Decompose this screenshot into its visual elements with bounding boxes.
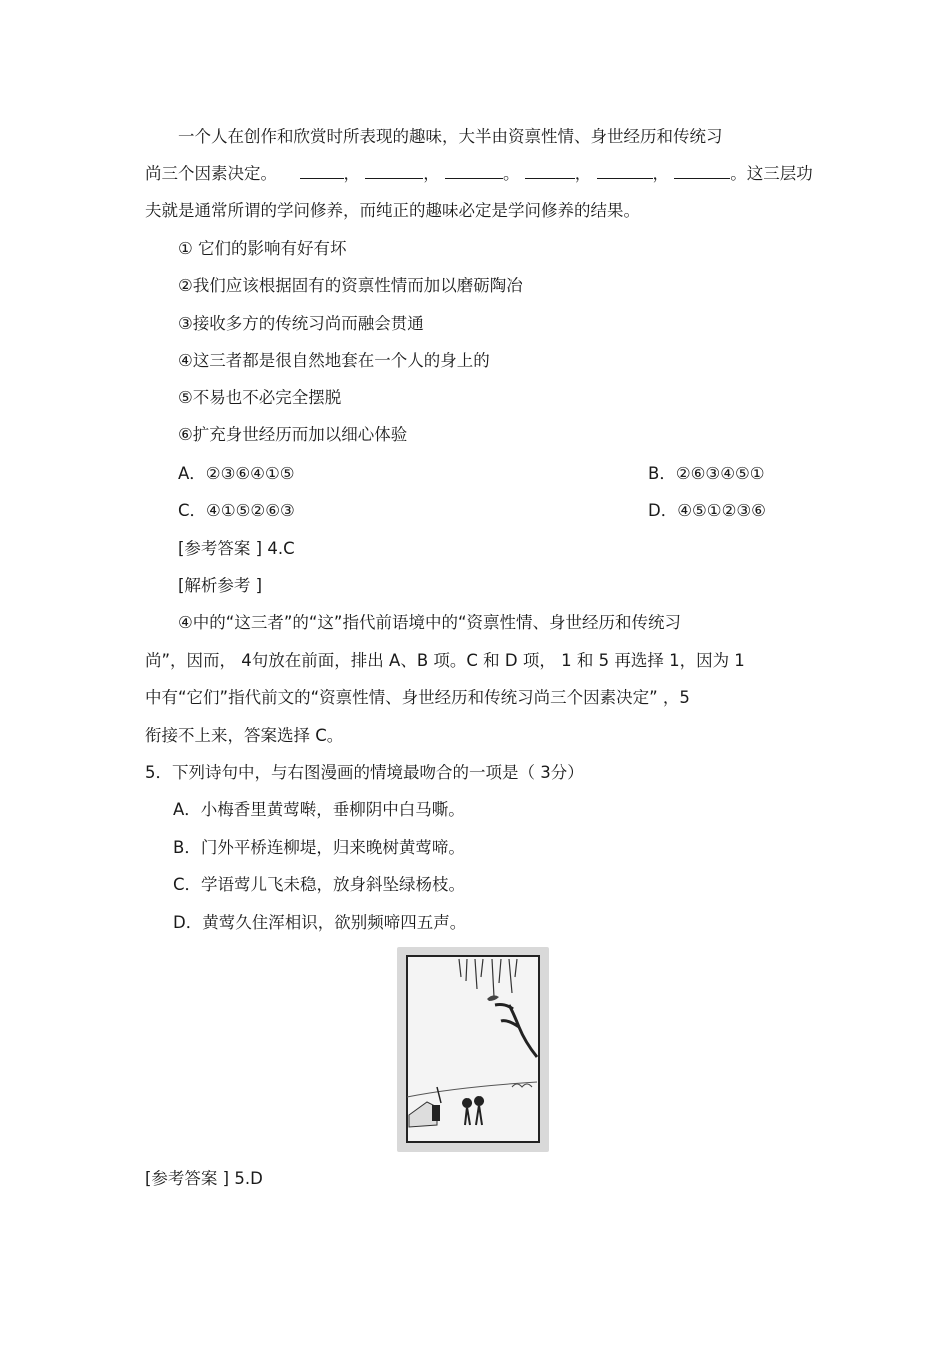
q4-item-5: ⑤不易也不必完全摆脱 — [178, 388, 342, 407]
q4-item-1: ① 它们的影响有好有坏 — [178, 239, 347, 258]
fill-blank-1[interactable] — [300, 162, 344, 179]
q4-para-line-2 — [145, 162, 813, 185]
q4-option-b[interactable]: B．②⑥③④⑤① — [648, 464, 765, 483]
q4-para-line-1: 一个人在创作和欣赏时所表现的趣味，大半由资禀性情、身世经历和传统习 — [178, 127, 723, 146]
comma: ， — [574, 164, 592, 183]
fill-blank-5[interactable] — [597, 162, 653, 179]
comma: ， — [423, 164, 440, 183]
q5-answer: [参考答案 ] 5.D — [145, 1169, 263, 1188]
comma: ， — [652, 164, 669, 183]
q4-answer: [参考答案 ] 4.C — [178, 539, 295, 558]
comic-drawing — [397, 947, 549, 1152]
comic-illustration — [397, 947, 549, 1152]
q4-para-line-2-start: 尚三个因素决定。 — [145, 164, 277, 183]
q4-item-2: ②我们应该根据固有的资禀性情而加以磨砺陶冶 — [178, 276, 523, 295]
q4-item-6: ⑥扩充身世经历而加以细心体验 — [178, 425, 408, 444]
q5-option-d[interactable]: D．黄莺久住浑相识，欲别频啼四五声。 — [173, 913, 467, 932]
q5-stem: 5．下列诗句中，与右图漫画的情境最吻合的一项是（ 3分） — [145, 763, 584, 782]
q5-option-a[interactable]: A．小梅香里黄莺啭，垂柳阴中白马嘶。 — [173, 800, 465, 819]
q4-analysis-line-4: 衔接不上来，答案选择 C。 — [145, 726, 344, 745]
q4-para-line-2-end: 。这三层功 — [730, 164, 813, 183]
q5-option-b[interactable]: B．门外平桥连柳堤，归来晚树黄莺啼。 — [173, 838, 465, 857]
period: 。 — [503, 164, 520, 183]
fill-blank-6[interactable] — [674, 162, 730, 179]
fill-blank-2[interactable] — [365, 162, 423, 179]
q4-option-c[interactable]: C．④①⑤②⑥③ — [178, 501, 295, 520]
q4-para-line-3: 夫就是通常所谓的学问修养，而纯正的趣味必定是学问修养的结果。 — [145, 201, 640, 220]
q4-analysis-label: [解析参考 ] — [178, 576, 263, 595]
q4-analysis-line-2: 尚”，因而， 4句放在前面，排出 A、B 项。C 和 D 项， 1 和 5 再选择 1，因为 1 — [145, 651, 745, 670]
q4-option-a[interactable]: A．②③⑥④①⑤ — [178, 464, 295, 483]
fill-blank-4[interactable] — [525, 162, 575, 179]
q4-analysis-line-3: 中有“它们”指代前文的“资禀性情、身世经历和传统习尚三个因素决定” ，5 — [145, 688, 690, 707]
q4-item-4: ④这三者都是很自然地套在一个人的身上的 — [178, 351, 490, 370]
q4-item-3: ③接收多方的传统习尚而融会贯通 — [178, 314, 424, 333]
q4-analysis-line-1: ④中的“这三者”的“这”指代前语境中的“资禀性情、身世经历和传统习 — [178, 613, 682, 632]
q5-option-c[interactable]: C．学语莺儿飞未稳，放身斜坠绿杨枝。 — [173, 875, 466, 894]
q4-option-d[interactable]: D．④⑤①②③⑥ — [648, 501, 766, 520]
comma: ， — [343, 164, 360, 183]
fill-blank-3[interactable] — [445, 162, 503, 179]
